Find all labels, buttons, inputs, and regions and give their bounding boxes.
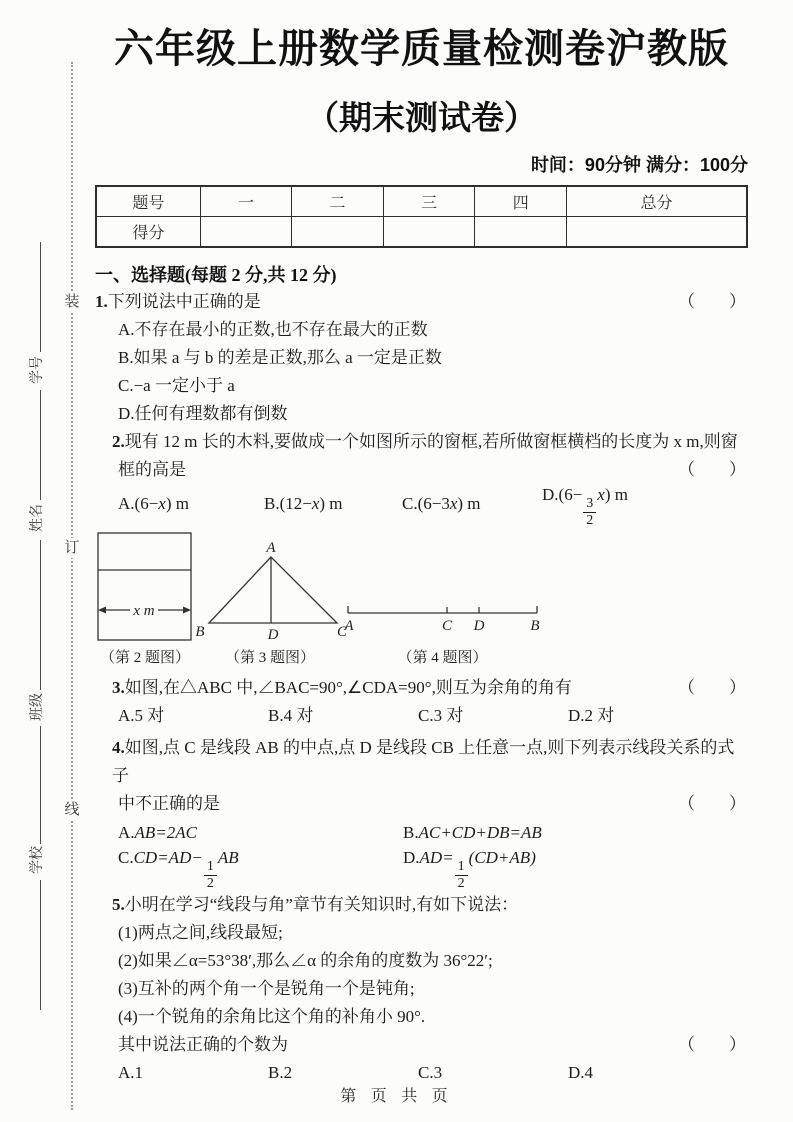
q5-statement-4: (4)一个锐角的余角比这个角的补角小 90°. [118,1007,426,1026]
svg-text:A: A [266,540,276,556]
q5-closing-line: 其中说法正确的个数为 [118,1035,288,1054]
figure-question-4-segment [345,601,540,668]
student-id-blank-line [40,242,41,352]
question-1 [95,288,748,428]
binding-char-ding: 订 [61,538,83,558]
q4-option-c: C.CD=AD− $\frac{1}{2}$ AB [118,847,239,891]
q3-option-a: A.5 对 [118,706,165,725]
name-label: 姓名 [30,504,45,532]
figures-row [95,530,748,668]
name-blank-line [40,390,41,500]
margin-blank-line [40,880,41,1010]
score-header-cell: 四 [475,186,567,217]
q5-statement-2: (2)如果∠α=53°38′,那么∠α 的余角的度数为 36°22′; [118,951,493,970]
svg-text:D: D [267,627,279,643]
answer-blank-parens: （ ） [678,292,746,311]
q2-option-d: D.(6− $\frac{3}{2}$ x) m [542,484,628,528]
class-label: 班级 [30,693,45,721]
q1-option-d: D.任何有理数都有倒数 [118,404,288,423]
q2-options-row [95,484,748,528]
page-footer: 第 页 共 页 [340,1088,453,1105]
school-blank-line [40,726,41,844]
window-frame-diagram [95,531,195,643]
fraction-1-2: $\frac{1}{2}$ [455,860,468,891]
score-table [95,185,748,248]
figure-3-caption: （第 3 题图） [224,650,315,666]
figure-4-caption: （第 4 题图） [397,650,488,666]
page-title: 六年级上册数学质量检测卷沪教版 [114,27,729,71]
q5-option-c: C.3 [418,1063,443,1082]
triangle-abc-diagram [195,540,348,643]
svg-text:B: B [530,618,540,634]
question-3-stem: 3.如图,在△ABC 中,∠BAC=90°,∠CDA=90°,则互为余角的角有 [112,678,572,697]
question-2 [95,428,748,528]
q3-options-row [95,702,748,730]
segment-acdb-diagram [345,601,540,643]
q1-option-a: A.不存在最小的正数,也不存在最大的正数 [118,320,428,339]
question-1-stem: 1.下列说法中正确的是 [95,292,261,311]
score-row-label: 得分 [96,217,200,248]
fraction-3-2: $\frac{3}{2}$ [583,497,596,528]
score-header-cell: 总分 [567,186,747,217]
q1-option-b: B.如果 a 与 b 的差是正数,那么 a 一定是正数 [118,348,442,367]
question-5-stem: 5.小明在学习“线段与角”章节有关知识时,有如下说法： [112,895,519,914]
score-header-cell: 一 [200,186,292,217]
q2-option-a: A.(6−x) m [118,494,189,513]
score-header-cell: 三 [383,186,475,217]
q5-option-b: B.2 [268,1063,293,1082]
score-cell-empty [567,217,747,248]
page-subtitle: （期末测试卷） [306,99,537,136]
q5-option-d: D.4 [568,1063,594,1082]
score-cell-empty [292,217,384,248]
question-4-stem-line1: 4.如图,点 C 是线段 AB 的中点,点 D 是线段 CB 上任意一点,则下列表示线段关系的式子 [112,738,735,785]
question-2-stem-line2: 框的高是 [118,460,186,479]
question-4-stem-line2: 中不正确的是 [118,794,220,813]
answer-blank-parens: （ ） [678,460,746,479]
q2-option-b: B.(12−x) m [264,494,343,513]
score-cell-empty [383,217,475,248]
q3-option-d: D.2 对 [568,706,615,725]
student-id-label: 学号 [30,356,45,384]
q4-option-a: A.AB=2AC [118,823,197,842]
q2-option-c: C.(6−3x) m [402,494,481,513]
score-header-cell: 题号 [96,186,200,217]
question-2-stem-line1: 2.现有 12 m 长的木料,要做成一个如图所示的窗框,若所做窗框横档的长度为 x m,则窗 [112,432,738,451]
score-table-header-row [96,186,747,217]
figure-question-2-window-frame [95,531,195,668]
question-5 [95,891,748,1087]
binding-dotted-line [71,62,73,1110]
answer-blank-parens: （ ） [678,1035,746,1054]
q4-options-row-2 [95,847,748,891]
q4-option-b: B.AC+CD+DB=AB [403,823,542,842]
svg-text:D: D [473,618,485,634]
exam-time-score-info: 时间：90分钟 满分：100分 [530,155,748,175]
fraction-1-2: $\frac{1}{2}$ [204,860,217,891]
binding-char-zhuang: 装 [61,292,83,312]
exam-content [95,0,748,1087]
svg-text:B: B [195,624,205,640]
svg-text:C: C [441,618,453,634]
answer-blank-parens: （ ） [678,678,746,697]
svg-text:A: A [344,618,354,634]
q5-statement-1: (1)两点之间,线段最短; [118,923,283,942]
q4-option-d: D.AD= $\frac{1}{2}$ (CD+AB) [403,847,536,891]
q1-option-c: C.−a 一定小于 a [118,376,235,395]
score-cell-empty [475,217,567,248]
question-4 [95,734,748,891]
school-label: 学校 [30,846,45,874]
class-blank-line [40,540,41,690]
q3-option-b: B.4 对 [268,706,314,725]
score-table-score-row [96,217,747,248]
q5-option-a: A.1 [118,1063,144,1082]
svg-text:C: C [336,624,348,640]
figure-question-3-triangle [195,540,348,668]
score-header-cell: 二 [292,186,384,217]
figure-2-caption: （第 2 题图） [99,650,190,666]
answer-blank-parens: （ ） [678,794,746,813]
score-cell-empty [200,217,292,248]
question-3 [95,674,748,730]
section-1-heading: 一、选择题(每题 2 分,共 12 分) [95,265,337,285]
q5-statement-3: (3)互补的两个角一个是锐角一个是钝角; [118,979,415,998]
binding-char-xian: 线 [61,800,83,820]
svg-text:x m: x m [133,603,155,619]
q3-option-c: C.3 对 [418,706,464,725]
